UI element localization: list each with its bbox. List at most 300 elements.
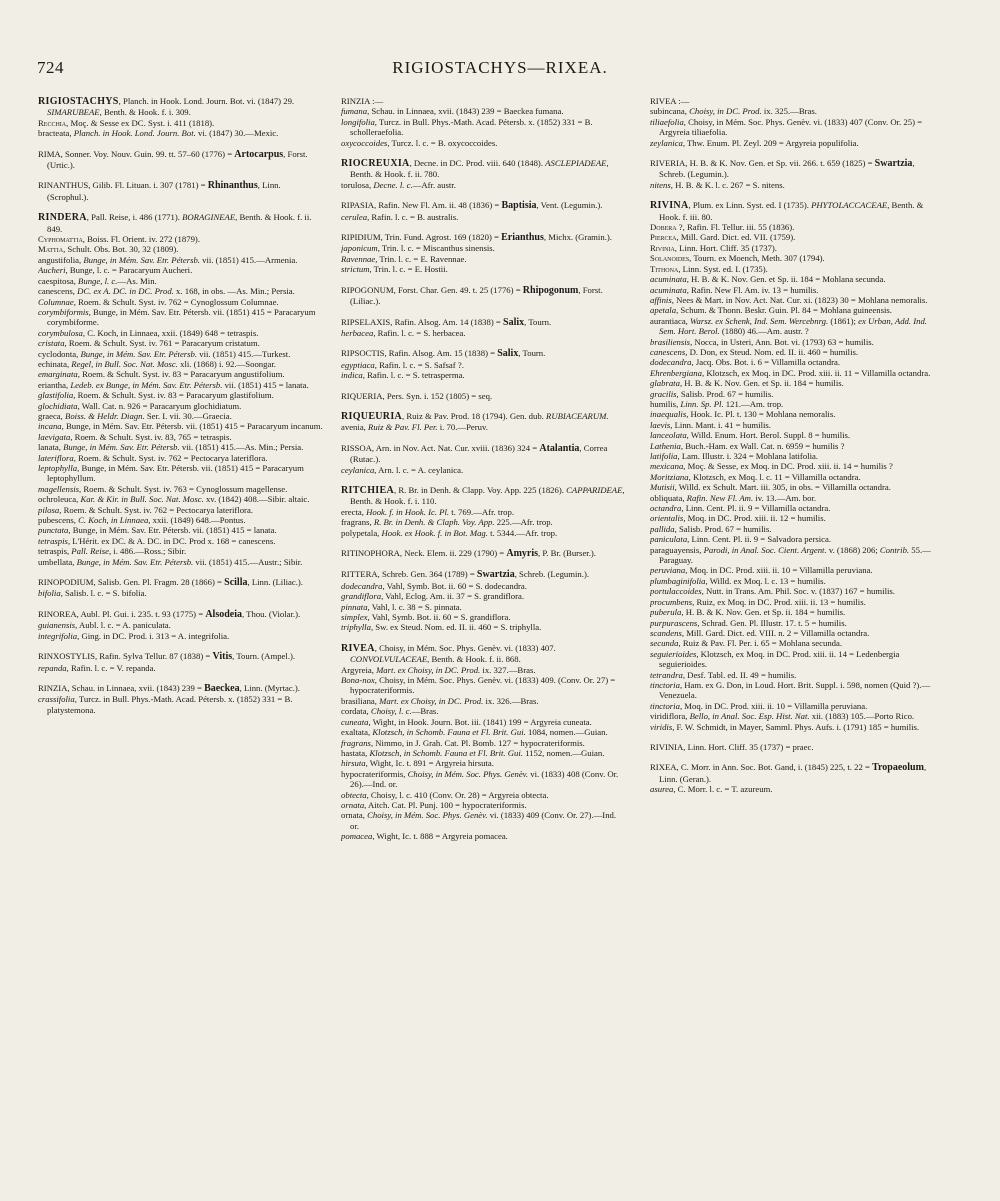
entry-line: [650, 638, 935, 648]
entry-line: [650, 106, 935, 116]
headword: RIGIOSTACHYS: [38, 96, 119, 107]
entry-line: [650, 680, 935, 701]
headword: RIQUEURIA: [341, 410, 403, 422]
text-run: vii. (1851) 415.—Austr.; Sibir.: [193, 556, 303, 567]
italic-text: hirsuta: [341, 758, 366, 769]
entry-line: [650, 482, 935, 492]
italic-text: cuneata: [341, 716, 369, 727]
entry-line: [650, 337, 935, 347]
italic-text: tiliaefolia: [650, 116, 684, 127]
headword: RIOCREUXIA: [341, 158, 410, 170]
italic-text: R. Br. in Denh. & Claph. Voy. App.: [373, 517, 495, 528]
italic-text: Ehrenbergiana: [650, 367, 702, 378]
entry-line: [650, 503, 935, 513]
text-run: polypetala,: [341, 527, 382, 538]
text-run: , Roem. & Schult. Syst. iv. 762 = Pectocarya lateriflora.: [73, 452, 268, 463]
entry-line: [341, 212, 626, 222]
text-run: , Correa (Rutac.).: [350, 442, 608, 465]
dictionary-entry: [341, 391, 626, 401]
entry-line: [650, 701, 935, 711]
entry-line: [341, 106, 626, 116]
text-run: 55.—Paraguay.: [659, 544, 931, 566]
entry-line: [38, 588, 323, 598]
text-run: vii. (1851) 415.—Turkest.: [197, 348, 291, 359]
text-run: RIPOGONUM, Forst. Char. Gen. 49. t. 25 (1776) =: [341, 284, 523, 295]
entry-line: [650, 441, 935, 451]
text-run: , Moq. in DC. Prod. xiii. ii. 10 = Villamilla peruviana.: [679, 700, 868, 711]
entry-line: [38, 463, 323, 484]
text-run: torulosa,: [341, 179, 374, 190]
dictionary-entry: [341, 285, 626, 307]
entry-line: [341, 738, 626, 748]
entry-line: [650, 586, 935, 596]
text-run: eriantha,: [38, 379, 71, 390]
text-run: RIXEA, C. Morr. in Ann. Soc. Bot. Gand, i. (1845) 225, t. 22 =: [650, 762, 873, 773]
text-run: , Moç. & Sesse ex DC. Syst. i. 411 (1818).: [66, 117, 215, 128]
text-run: , i. 486.—Ross.; Sibir.: [108, 546, 187, 557]
page-number: 724: [37, 58, 64, 77]
entry-heading-line: [650, 158, 935, 180]
italic-text: secunda: [650, 638, 679, 649]
text-run: , Schum. & Thonn. Beskr. Guin. Pl. 84 = Mohlana guineensis.: [676, 305, 892, 316]
entry-line: [38, 546, 323, 556]
italic-text: Rafin. New Fl. Am.: [686, 492, 754, 503]
italic-text: Aucheri: [38, 265, 66, 276]
text-run: , Wight, Ic. t. 888 = Argyreia pomacea.: [372, 831, 508, 842]
text-run: avenia,: [341, 422, 369, 433]
italic-text: laevis: [650, 419, 671, 430]
italic-text: repanda: [38, 662, 67, 673]
column-2: [341, 96, 626, 1188]
text-run: , Michx. (Gramin.).: [543, 232, 612, 243]
entry-heading-line: [341, 348, 626, 359]
text-run: , Choisy, in Mém. Soc. Phys. Genèv. vi. (1833) 407 (Conv. Or. 25) = Argyreia tiliaefolia.: [659, 116, 923, 138]
italic-text: oxycoccoides: [341, 137, 388, 148]
entry-line: [650, 534, 935, 544]
italic-text: SIMARUBEAE: [47, 107, 100, 118]
entry-line: [38, 620, 323, 630]
text-run: RIPASIA, Rafin. New Fl. Am. ii. 48 (1836) =: [341, 200, 502, 211]
italic-text: guianensis: [38, 620, 76, 631]
entry-line: [650, 711, 935, 721]
text-run: , Jacq. Obs. Bot. i. 6 = Villamilla octandra.: [691, 357, 841, 368]
entry-line: [341, 706, 626, 716]
entry-line: [341, 831, 626, 841]
genus-name: Vitis: [212, 651, 233, 663]
text-run: vii. (1851) 415.—Armenia.: [199, 254, 298, 265]
text-run: , Ging. in DC. Prod. i. 313 = A. integrifolia.: [77, 630, 230, 641]
genus-name: Baeckea: [204, 682, 240, 694]
text-run: , Schrad. Gen. Pl. Illustr. 17. t. 5 = humilis.: [697, 617, 847, 628]
entry-line: [650, 545, 935, 566]
text-run: vi. (1833) 409 (Conv. Or. 27).—Ind. or.: [350, 810, 617, 831]
italic-text: longifolia: [341, 116, 375, 127]
entry-heading-line: [341, 391, 626, 401]
entry-line: [38, 234, 323, 244]
text-run: RINZIA, Schau. in Linnaea, xvii. (1843) 239 =: [38, 682, 205, 693]
text-run: brasiliana,: [341, 695, 380, 706]
entry-line: [38, 380, 323, 390]
text-run: , Linn. (Scrophul.).: [47, 180, 281, 202]
synonym-genus: Dobera: [650, 222, 677, 233]
text-run: , Choisy, in Mém. Soc. Phys. Genèv. vi. (1833) 409. (Conv. Or. 27) = hypocrateriformis.: [350, 675, 616, 696]
text-run: , Roem. & Schult. Syst. iv. 83 = Paracaryum glastifolium.: [73, 390, 274, 401]
text-run: —As. Min.: [117, 275, 157, 286]
text-run: exaltata,: [341, 727, 373, 738]
text-run: RIPSOCTIS, Rafin. Alsog. Am. 15 (1838) =: [341, 348, 498, 359]
entry-line: [38, 359, 323, 369]
text-run: , Moq. in DC. Prod. xiii. ii. 12 = humilis.: [683, 513, 826, 524]
text-run: , D. Don, ex Steud. Nom. ed. II. ii. 460 = humilis.: [685, 346, 859, 357]
italic-text: Pall. Reise: [71, 546, 109, 557]
entry-line: [38, 307, 323, 328]
dictionary-entry: [341, 200, 626, 222]
text-run: , Schreb. (Legumin.).: [659, 158, 915, 180]
entry-line: [341, 696, 626, 706]
text-run: , Rafin. l. c. = S. Safsaf ?.: [374, 359, 464, 370]
italic-text: apetala: [650, 305, 677, 316]
italic-text: triphylla: [341, 622, 371, 633]
text-run: echinata,: [38, 358, 72, 369]
entry-line: [341, 727, 626, 737]
entry-line: [650, 420, 935, 430]
text-run: fragrans,: [341, 517, 374, 528]
italic-text: fumana: [341, 106, 368, 117]
entry-line: [650, 628, 935, 638]
entry-line: [650, 368, 935, 378]
text-run: , Rafin. l. c. = B. australis.: [367, 211, 459, 222]
text-run: , Linn. Hort. Cliff. 35 (1737).: [674, 242, 777, 253]
text-columns: [38, 96, 968, 1188]
italic-text: simplex: [341, 612, 368, 623]
entry-line: [341, 675, 626, 696]
genus-name: Atalantia: [539, 442, 580, 454]
entry-line: [650, 389, 935, 399]
text-run: i. 70.—Peruv.: [437, 422, 488, 433]
genus-name: Swartzia: [874, 158, 913, 170]
text-run: , Moq. in DC. Prod. xiii. ii. 10 = Villamilla peruviana.: [685, 565, 873, 576]
text-run: , Sw. ex Steud. Nom. ed. II. ii. 460 = S. triphylla.: [370, 622, 542, 633]
entry-line: [38, 118, 323, 128]
entry-line: [341, 769, 626, 790]
italic-text: leptophylla: [38, 463, 78, 473]
dictionary-entry: [650, 762, 935, 794]
entry-line: [341, 243, 626, 253]
text-run: , Salisb. l. c. = S. bifolia.: [60, 588, 147, 599]
italic-text: Ledeb. ex Bunge, in Mém. Sav. Etr. Pétersb.: [70, 379, 223, 390]
text-run: , Aubl. l. c. = A. paniculata.: [75, 620, 171, 631]
text-run: vi. (1847) 30.—Mexic.: [195, 128, 279, 139]
entry-heading-line: [341, 96, 626, 106]
text-run: pubescens,: [38, 515, 79, 526]
italic-text: CAPPARIDEAE: [566, 484, 623, 495]
text-run: vi. (1833) 408 (Conv. Or. 26).—Ind. or.: [350, 768, 619, 790]
text-run: RIVINIA, Linn. Hort. Cliff. 35 (1737) = praec.: [650, 741, 814, 752]
synonym-genus: Piercea: [650, 232, 677, 243]
entry-line: [341, 517, 626, 527]
entry-line: [341, 528, 626, 538]
text-run: , Mill. Gard. Dict. ed. VIII. n. 2 = Villamilla octandra.: [681, 627, 870, 638]
entry-line: [650, 232, 935, 242]
entry-line: [38, 494, 323, 504]
entry-line: [38, 297, 323, 307]
text-run: viridiflora,: [650, 711, 690, 722]
synonym-genus: Cyphomattia: [38, 234, 83, 245]
genus-name: Rhipogonum: [522, 284, 579, 296]
italic-text: Bunge, in Mém. Sav. Etr. Pétersb.: [80, 348, 198, 359]
text-run: (1861);: [828, 315, 859, 326]
dictionary-entry: [341, 158, 626, 190]
text-run: , Thw. Enum. Pl. Zeyl. 209 = Argyreia populifolia.: [682, 137, 859, 148]
text-run: , Thou. (Violar.).: [241, 608, 301, 619]
genus-name: Salix: [497, 348, 519, 360]
entry-line: [341, 581, 626, 591]
entry-heading-line: [341, 548, 626, 559]
dictionary-entry: [341, 96, 626, 148]
text-run: RITTERA, Schreb. Gen. 364 (1789) =: [341, 569, 477, 580]
entry-line: [38, 453, 323, 463]
text-run: , Vahl, Symb. Bot. ii. 60 = S. grandiflora.: [367, 612, 511, 623]
text-run: , H. B. & K. Nov. Gen. et Sp. ii. 184 = Mohlana secunda.: [686, 274, 886, 285]
entry-line: [650, 378, 935, 388]
italic-text: Regel, in Bull. Soc. Nat. Mosc.: [71, 358, 178, 369]
text-run: , Nutt. in Trans. Am. Phil. Soc. v. (1837) 167 = humilis.: [701, 586, 895, 597]
entry-line: [650, 253, 935, 263]
entry-line: [650, 243, 935, 253]
text-run: , Roem. & Schult. Syst. iv. 762 = Cynoglossum Columnae.: [73, 296, 279, 307]
italic-text: Bunge, l. c.: [78, 275, 118, 286]
italic-text: acuminata: [650, 284, 687, 295]
dictionary-entry: [650, 742, 935, 752]
italic-text: corymbiformis: [38, 306, 89, 317]
text-run: , Trin. l. c. = Miscanthus sinensis.: [377, 243, 495, 254]
text-run: , Trin. l. c. = E. Hostii.: [369, 264, 448, 275]
italic-text: Ravennae: [341, 253, 376, 264]
text-run: , Bunge, in Mém. Sav. Etr. Pétersb. vii. (1851) 415 = Paracaryum leptophyllum.: [47, 463, 304, 484]
entry-line: [341, 117, 626, 138]
entry-line: [38, 390, 323, 400]
text-run: , Plum. ex Linn. Syst. ed. I (1735).: [688, 200, 812, 211]
italic-text: Bunge, in Mém. Sav. Etr. Pétersb.: [63, 442, 180, 453]
italic-text: Bunge, in Mém. Sav. Etr. Pétersb.: [83, 254, 200, 265]
italic-text: pinnata: [341, 601, 368, 612]
italic-text: grandiflora: [341, 591, 382, 602]
italic-text: obtecta: [341, 789, 367, 800]
text-run: , Ruiz, ex Moq. in DC. Prod. xiii. ii. 13 = humilis.: [692, 596, 866, 607]
dictionary-entry: [650, 96, 935, 148]
entry-line: [650, 222, 935, 232]
column-1: [38, 96, 323, 1188]
entry-line: [341, 328, 626, 338]
entry-line: [650, 451, 935, 461]
italic-text: Parodi, in Anal. Soc. Cient. Argent.: [703, 544, 827, 555]
italic-text: Choisy, in Mém. Soc. Phys. Genèv.: [407, 768, 529, 779]
text-run: , Benth. & Hook. f. iii. 80.: [659, 200, 924, 222]
italic-text: RUBIACEARUM.: [546, 410, 609, 421]
italic-text: Bunge, in Mém. Sav. Etr. Pétersb.: [76, 556, 194, 567]
text-run: , Bunge, in Mém. Sav. Etr. Pétersb. vii. (1851) 415 = Paracaryum incanum.: [61, 421, 323, 432]
entry-line: [341, 717, 626, 727]
text-run: , Tourn.: [518, 348, 546, 359]
italic-text: CONVOLVULACEAE: [350, 654, 428, 665]
entry-line: [38, 244, 323, 254]
text-run: , Aitch. Cat. Pl. Punj. 100 = hypocrateriformis.: [364, 799, 527, 810]
text-run: , Forst. (Liliac.).: [350, 284, 603, 307]
entry-line: [38, 442, 323, 452]
italic-text: strictum: [341, 264, 370, 275]
entry-line: [650, 316, 935, 337]
text-run: umbellata,: [38, 556, 77, 567]
entry-line: [650, 285, 935, 295]
entry-heading-line: [341, 411, 626, 422]
entry-line: [650, 607, 935, 617]
italic-text: Decne. l. c.: [373, 179, 413, 190]
entry-line: [341, 800, 626, 810]
entry-heading-line: [38, 180, 323, 202]
entry-line: [650, 347, 935, 357]
text-run: angustifolia,: [38, 254, 84, 265]
synonym-genus: Rivinia: [650, 242, 675, 253]
synonym-genus: Tithona: [650, 263, 679, 274]
entry-line: [341, 465, 626, 475]
text-run: RINOREA, Aubl. Pl. Gui. i. 235. t. 93 (1775) =: [38, 608, 206, 619]
text-run: , Willd. ex Schult. Mart. iii. 305, in obs. = Villamilla octandra.: [674, 482, 891, 493]
text-run: , Roem. & Schult. Syst. iv. 83 = Paracaryum angustifolium.: [77, 369, 285, 380]
italic-text: Boiss. & Heldr. Diagn.: [65, 410, 145, 421]
italic-text: Choisy, l. c.: [370, 706, 412, 717]
entry-heading-line: [341, 569, 626, 580]
text-run: 1084, nomen.—Guian.: [525, 727, 608, 738]
text-run: , Pall. Reise, i. 486 (1771).: [86, 212, 183, 223]
italic-text: affinis: [650, 294, 672, 305]
italic-text: tetrandra: [650, 669, 683, 680]
italic-text: ceylanica: [341, 464, 375, 475]
italic-text: incana: [38, 421, 62, 432]
entry-line: [650, 597, 935, 607]
text-run: xii. (1883) 105.—Porto Rico.: [809, 711, 915, 722]
dictionary-entry: [38, 212, 323, 567]
italic-text: emarginata: [38, 369, 78, 380]
text-run: , Roem. & Schult. Syst. iv. 762 = Pectocarya lateriflora.: [59, 504, 253, 515]
entry-heading-line: [38, 212, 323, 234]
headword: RITCHIEA: [341, 484, 394, 496]
entry-line: [38, 484, 323, 494]
text-run: vii. (1851) 415.—As. Min.; Persia.: [179, 442, 304, 453]
italic-text: Moritziana: [650, 471, 689, 482]
entry-heading-line: [38, 149, 323, 171]
entry-line: [650, 472, 935, 482]
entry-line: [38, 338, 323, 348]
text-run: tetraspis,: [38, 546, 72, 557]
headword: RIVINA: [650, 200, 689, 212]
text-run: , Vahl, l. c. 38 = S. pinnata.: [367, 601, 462, 612]
column-3: [650, 96, 935, 1188]
text-run: , H. B. & K. Nov. Gen. et Sp. ii. 184 = humilis.: [679, 378, 844, 389]
entry-line: [38, 525, 323, 535]
italic-text: orientalis: [650, 513, 684, 524]
text-run: , Linn. Cent. Pl. ii. 9 = Villamilla octandra.: [681, 503, 831, 514]
italic-text: magellensis: [38, 483, 80, 494]
text-run: , Benth. & Hook. f. i. 110.: [350, 484, 625, 507]
entry-line: [650, 513, 935, 523]
text-run: , Roem. & Schult. Syst. iv. 83, 765 = tetraspis.: [70, 431, 232, 442]
italic-text: Kar. & Kir. in Bull. Soc. Nat. Mosc.: [80, 494, 204, 505]
dictionary-entry: [341, 569, 626, 632]
italic-text: Linn. Sp. Pl.: [680, 398, 724, 409]
text-run: graeca,: [38, 410, 66, 421]
italic-text: crassifolia: [38, 694, 75, 705]
italic-text: herbacea: [341, 327, 374, 338]
entry-line: [650, 784, 935, 794]
text-run: , Tourn. ex Moench, Meth. 307 (1794).: [689, 253, 825, 264]
entry-heading-line: [650, 96, 935, 106]
entry-line: [650, 524, 935, 534]
text-run: , H. B. & K. l. c. 267 = S. nitens.: [670, 179, 785, 190]
entry-line: [341, 254, 626, 264]
dictionary-entry: [38, 149, 323, 171]
italic-text: Warsz. ex Schenk, Ind. Sem. Wercebnrg.: [690, 315, 829, 326]
text-run: xv. (1842) 408.—Sibir. altaic.: [203, 494, 310, 505]
text-run: iv. 13.—Am. bor.: [753, 492, 817, 503]
text-run: , Benth. & Hook. f. ii. 868.: [427, 654, 521, 665]
entry-heading-line: [650, 762, 935, 784]
genus-name: Scilla: [224, 577, 248, 589]
italic-text: puberula: [650, 607, 682, 618]
italic-text: Lathenia: [650, 440, 681, 451]
entry-line: [38, 328, 323, 338]
text-run: RIQUERIA, Pers. Syn. i. 152 (1805) = seq.: [341, 390, 493, 401]
entry-heading-line: [650, 742, 935, 752]
text-run: , Linn. (Geran.).: [659, 762, 927, 784]
text-run: , Salisb. Prod. 67 = humilis.: [674, 523, 772, 534]
text-run: RITINOPHORA, Neck. Elem. ii. 229 (1790) =: [341, 548, 507, 558]
text-run: t. 5344.—Afr. trop.: [487, 527, 558, 538]
text-run: , Klotzsch, ex Moq. l. c. 11 = Villamilla octandra.: [688, 471, 861, 482]
text-run: x. 168, in obs. —As. Min.; Persia.: [173, 286, 295, 297]
text-run: , Planch. in Hook. Lond. Journ. Bot. vi. (1847) 29.: [118, 96, 295, 106]
dictionary-entry: [341, 348, 626, 380]
entry-line: [341, 264, 626, 274]
text-run: subincana,: [650, 106, 690, 117]
entry-line: [38, 411, 323, 421]
text-run: , Nimmo, in J. Grah. Cat. Pl. Bomb. 127 = hypocrateriformis.: [370, 737, 585, 748]
entry-line: [341, 665, 626, 675]
italic-text: corymbulosa: [38, 327, 83, 338]
italic-text: brasiliensis: [650, 336, 691, 347]
entry-line: [38, 505, 323, 515]
dictionary-entry: [38, 577, 323, 599]
italic-text: viridis: [650, 721, 673, 732]
text-run: ochroleuca,: [38, 494, 81, 505]
italic-text: ex Urban, Add. Ind. Sem. Hort. Berol.: [659, 315, 927, 337]
entry-line: [341, 422, 626, 432]
text-run: , Moç. & Sesse, ex Moq. in DC. Prod. xiii. ii. 14 = humilis ?: [683, 461, 893, 472]
text-run: , Rafin. l. c. = S. tetrasperma.: [362, 370, 465, 381]
text-run: xli. (1868) i. 92.—Soongar.: [177, 358, 276, 369]
text-run: RINZIA :—: [341, 96, 384, 106]
entry-line: [650, 180, 935, 190]
dictionary-entry: [341, 443, 626, 475]
entry-line: [650, 274, 935, 284]
dictionary-entry: [341, 411, 626, 433]
italic-text: portulaccoides: [650, 586, 702, 597]
dictionary-entry: [341, 548, 626, 559]
italic-text: Choisy, in DC. Prod.: [689, 106, 762, 117]
text-run: , Linn. Mant. i. 41 = humilis.: [670, 419, 771, 430]
dictionary-entry: [341, 643, 626, 842]
italic-text: Hook. ex Hook. f. in Bot. Mag.: [381, 527, 488, 538]
text-run: , Linn. Cent. Pl. ii. 9 = Salvadora persica.: [687, 534, 832, 545]
